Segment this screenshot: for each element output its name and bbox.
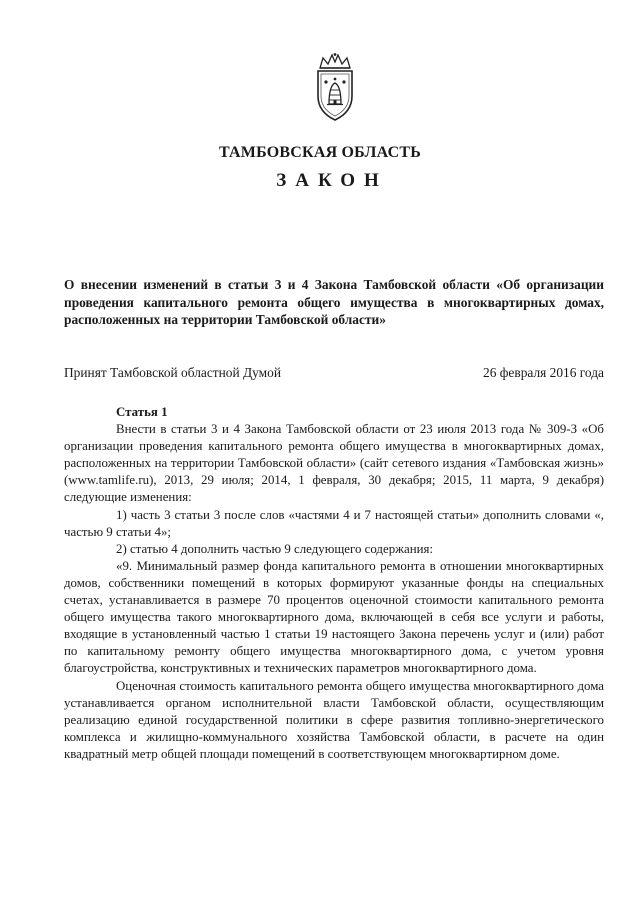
- article-item-2: 2) статью 4 дополнить частью 9 следующего содержания:: [116, 541, 434, 556]
- article-item-1: 1) часть 3 статьи 3 после слов «частями 4 и 7 настоящей статьи» дополнить словами «, частью 9 статьи 4»;: [64, 507, 604, 539]
- law-title: О внесении изменений в статьи 3 и 4 Закона Тамбовской области «Об организации проведения капитального ремонта общего имущества в многоквартирных домах, расположенных на территории Тамбовской области»: [64, 277, 604, 328]
- coat-of-arms-icon: [304, 52, 366, 124]
- law-heading: ЗАКОН: [276, 170, 388, 191]
- adoption-line: [64, 364, 604, 381]
- region-heading: ТАМБОВСКАЯ ОБЛАСТЬ: [218, 144, 422, 161]
- article-body: [64, 404, 604, 763]
- adoption-date: 26 февраля 2016 года: [483, 365, 604, 380]
- article-heading: Статья 1: [116, 405, 168, 419]
- quoted-part-9-continued: Оценочная стоимость капитального ремонта общего имущества многоквартирного дома устанавливается органом исполнительной власти Тамбовской области, осуществляющим реализацию единой государственной политики в сфере развития топливно-энергетического комплекса и жилищно-коммунального хозяйства Тамбовской области, в расчете на один квадратный метр общей площади помещений в соответствующем многоквартирном доме.: [64, 678, 604, 761]
- article-intro: Внести в статьи 3 и 4 Закона Тамбовской области от 23 июля 2013 года № 309-З «Об организации проведения капитального ремонта общего имущества в многоквартирных домах, расположенных на территории Тамбовской области» (сайт сетевого издания «Тамбовская жизнь» (www.tamlife.ru), 2013, 29 июля; 2014, 1 февраля, 30 декабря; 2015, 11 марта, 9 декабря) следующие изменения:: [64, 422, 604, 505]
- quoted-part-9: «9. Минимальный размер фонда капитального ремонта в отношении многоквартирных домов, собственники помещений в которых формируют указанные фонды на специальных счетах, устанавливается в размере 70 процентов оценочной стоимости капитального ремонта общего имущества такого многоквартирного дома, включающей в себя все услуги и работы, входящие в установленный частью 1 статьи 19 настоящего Закона перечень услуг и (или) работ по капитальному ремонту общего имущества многоквартирного дома, с учетом уровня благоустройства, конструктивных и технических параметров многоквартирного дома.: [64, 558, 604, 676]
- adopted-by: Принят Тамбовской областной Думой: [64, 365, 282, 380]
